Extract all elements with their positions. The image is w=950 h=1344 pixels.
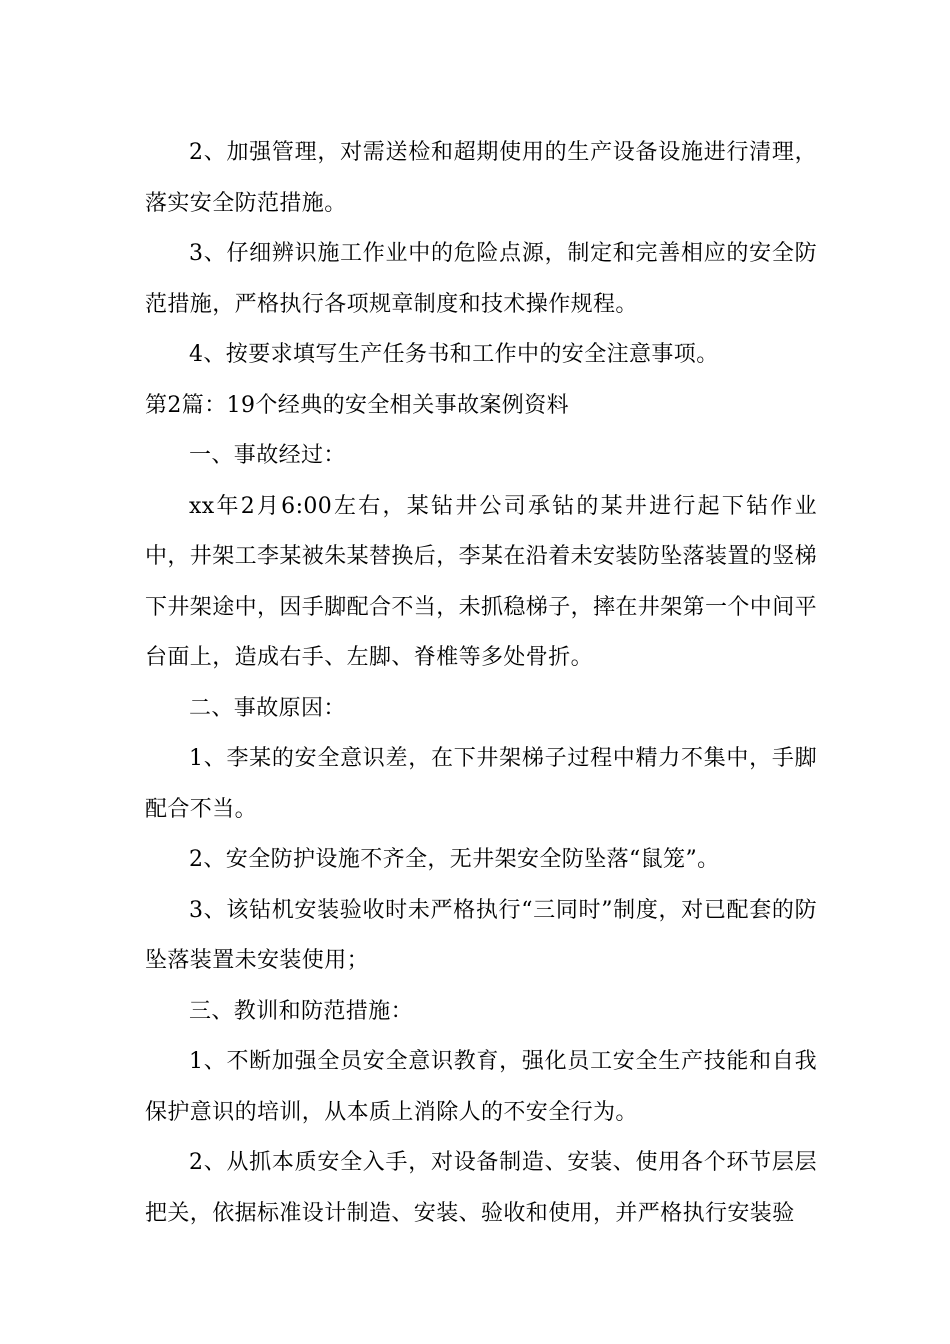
paragraph-cause-3: 3、该钻机安装验收时未严格执行“三同时”制度，对已配套的防坠落装置未安装使用； bbox=[145, 897, 817, 973]
subheading-lessons-measures: 三、教训和防范措施： bbox=[189, 998, 414, 1024]
paragraph-measure-4: 4、按要求填写生产任务书和工作中的安全注意事项。 bbox=[189, 342, 719, 367]
subheading-accident-process: 一、事故经过： bbox=[189, 443, 346, 468]
paragraph-measure-2: 2、加强管理，对需送检和超期使用的生产设备设施进行清理，落实安全防范措施。 bbox=[145, 140, 817, 216]
document-body bbox=[145, 128, 817, 1239]
section-heading-part-2: 第2篇：19个经典的安全相关事故案例资料 bbox=[145, 392, 569, 418]
paragraph-accident-description: xx年2月6:00左右，某钻井公司承钻的某井进行起下钻作业中，井架工李某被朱某替换后，李某在沿着未安装防坠落装置的竖梯下井架途中，因手脚配合不当，未抓稳梯子，摔在井架第一个中间平台面上，造成右手、左脚、脊椎等多处骨折。 bbox=[145, 493, 818, 670]
paragraph-measure-3: 3、仔细辨识施工作业中的危险点源，制定和完善相应的安全防范措施，严格执行各项规章制度和技术操作规程。 bbox=[145, 241, 817, 317]
paragraph-cause-2: 2、安全防护设施不齐全，无井架安全防坠落“鼠笼”。 bbox=[189, 847, 720, 872]
paragraph-lesson-2: 2、从抓本质安全入手，对设备制造、安装、使用各个环节层层把关，依据标准设计制造、安装、验收和使用，并严格执行安装验 bbox=[145, 1150, 817, 1226]
paragraph-cause-1: 1、李某的安全意识差，在下井架梯子过程中精力不集中，手脚配合不当。 bbox=[145, 746, 817, 822]
paragraph-lesson-1: 1、不断加强全员安全意识教育，强化员工安全生产技能和自我保护意识的培训，从本质上消除人的不安全行为。 bbox=[145, 1049, 817, 1125]
subheading-accident-causes: 二、事故原因： bbox=[189, 695, 346, 721]
